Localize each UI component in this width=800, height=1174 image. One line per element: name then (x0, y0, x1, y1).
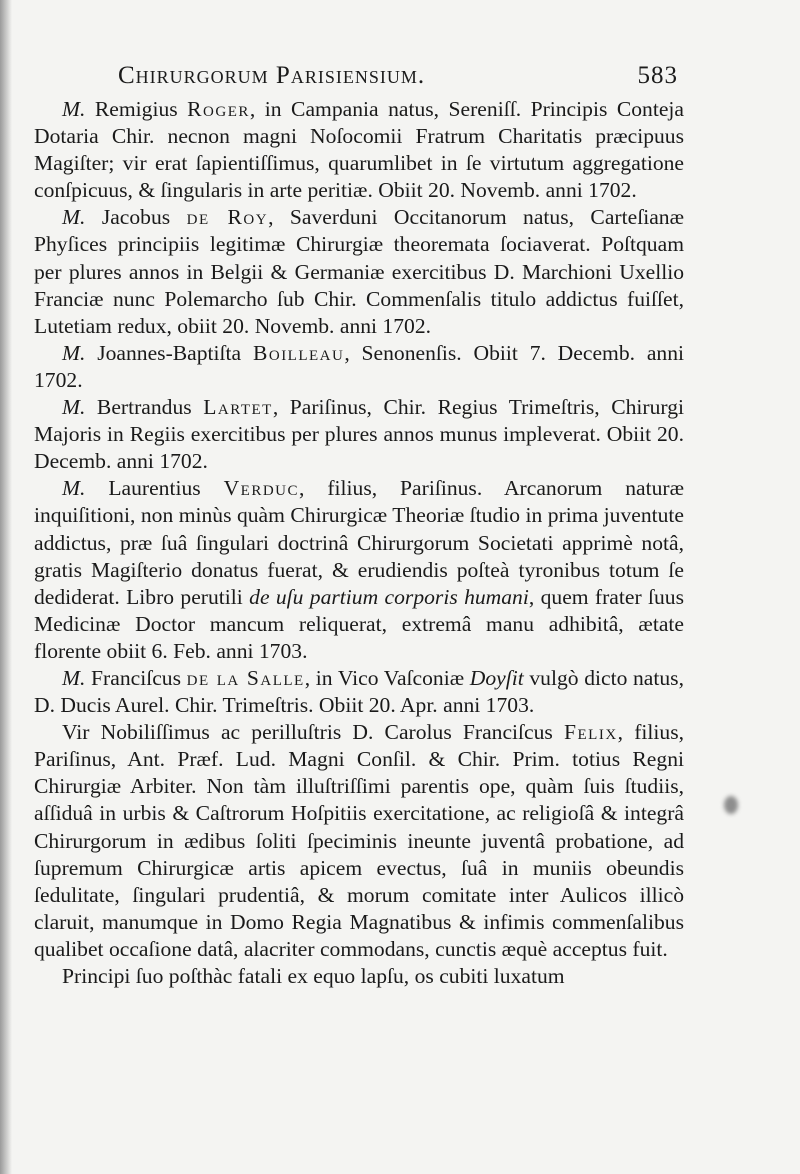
given-name: Jacobus (101, 205, 171, 230)
entry-prefix: M. (62, 340, 86, 365)
entry-text-continued: , quem frater ſuus Medicinæ Doctor mancum reliquerat, extremâ manu adhibitâ, ætate florente obiit 6. Feb. anni 1703. (34, 584, 685, 663)
entry-text: , in Campania natus, Sereniſſ. Principis Conteja Dotaria Chir. necnon magni Noſocomii Fratrum Charitatis præcipuus Magiſter; vir erat ſapientiſſimus, quarumlibet in ſe virtutum aggregatione conſpicuus, & ſingularis in arte peritiæ. Obiit 20. Novemb. anni 1702. (34, 97, 684, 203)
entry-lartet (34, 394, 684, 475)
place-name: Doyſit (469, 665, 524, 690)
given-name: Franciſcus (91, 665, 181, 690)
ink-stain (724, 796, 738, 814)
surname: Boilleau (252, 340, 345, 365)
entry-text: , in Vico Vaſconiæ (304, 665, 465, 690)
running-header (118, 62, 678, 96)
given-name: Joannes-Baptiſta (97, 340, 242, 365)
running-title: Chirurgorum Parisiensium. (118, 62, 426, 89)
page-number: 583 (637, 62, 678, 89)
surname: Verduc (223, 476, 300, 501)
body-text (34, 96, 684, 990)
entry-roger (34, 96, 684, 204)
page-edge-shadow (0, 0, 12, 1174)
surname: Felix (563, 720, 618, 745)
surname: Roger (187, 97, 250, 121)
entry-text: , Saverduni Occitanorum natus, Carteſianæ Phyſices principiis legitimæ Chirurgiæ theoremata ſociaverat. Poſtquam per plures annos in Belgii & Germaniæ exercitibus D. Marchioni Uxellio Franciæ nunc Polemarcho ſub Chir. Commenſalis titulo addictus fuiſſet, Lutetiam redux, obiit 20. Novemb. anni 1702. (34, 205, 684, 338)
entry-text: Principi ſuo poſthàc fatali ex equo lapſu, os cubiti luxatum (62, 964, 565, 988)
book-title: de uſu partium corporis humani (249, 584, 529, 609)
entry-felix (34, 719, 684, 963)
surname: de la Salle (186, 665, 305, 690)
entry-text: , filius, Pariſinus, Ant. Præf. Lud. Magni Conſil. & Chir. Prim. totius Regni Chirurgiæ Arbiter. Non tàm illuſtriſſimi parentis ope, quàm ſuis ſtudiis, aſſiduâ in urbis & Caſtrorum Hoſpitiis exercitatione, ac religioſâ & integrâ Chirurgorum in ædibus ſoliti ſpeciminis ineunte juventâ probatione, ad ſupremum Chirurgicæ artis apicem evectus, ſuâ in muniis obeundis ſedulitate, ſingulari prudentiâ, & morum comitate inter Aulicos illicò claruit, manumque in Domo Regia Magnatibus & infimis commenſalibus qualibet occaſione datâ, alacriter commodans, cunctis æquè acceptus fuit. (34, 720, 684, 961)
given-name: Laurentius (108, 476, 201, 501)
entry-verduc (34, 475, 684, 665)
surname: Lartet (203, 395, 273, 420)
given-name: Bertrandus (96, 395, 192, 420)
entry-text: , Senonenſis. Obiit 7. Decemb. anni 1702. (34, 340, 684, 392)
entry-text: , filius, Pariſinus. Arcanorum naturæ inquiſitioni, non minùs quàm Chirurgicæ Theoriæ ſtudio in prima juventute addictus, præ ſuâ ſingulari doctrinâ Chirurgorum Societati apprimè notâ, gratis Magiſterio donatus fuerat, & erudiendis poſteà tyronibus totum ſe dediderat. Libro perutili (34, 476, 684, 609)
surname: de Roy (186, 205, 269, 230)
given-name: Remigius (94, 97, 178, 121)
entry-text-continued: vulgò dicto natus, D. Ducis Aurel. Chir. Trimeſtris. Obiit 20. Apr. anni 1703. (34, 665, 684, 718)
entry-intro: Vir Nobiliſſimus ac perilluſtris D. Carolus Franciſcus (62, 720, 553, 745)
entry-prefix: M. (62, 665, 86, 690)
entry-prefix: M. (62, 395, 86, 420)
continuation-paragraph (34, 963, 684, 990)
entry-prefix: M. (62, 476, 86, 501)
entry-prefix: M. (62, 205, 86, 230)
entry-boilleau (34, 340, 684, 394)
entry-de-roy (34, 204, 684, 339)
entry-prefix: M. (62, 97, 86, 121)
entry-text: , Pariſinus, Chir. Regius Trimeſtris, Chirurgi Majoris in Regiis exercitibus per plures annos munus impleverat. Obiit 20. Decemb. anni 1702. (34, 395, 684, 474)
entry-de-la-salle (34, 665, 684, 719)
